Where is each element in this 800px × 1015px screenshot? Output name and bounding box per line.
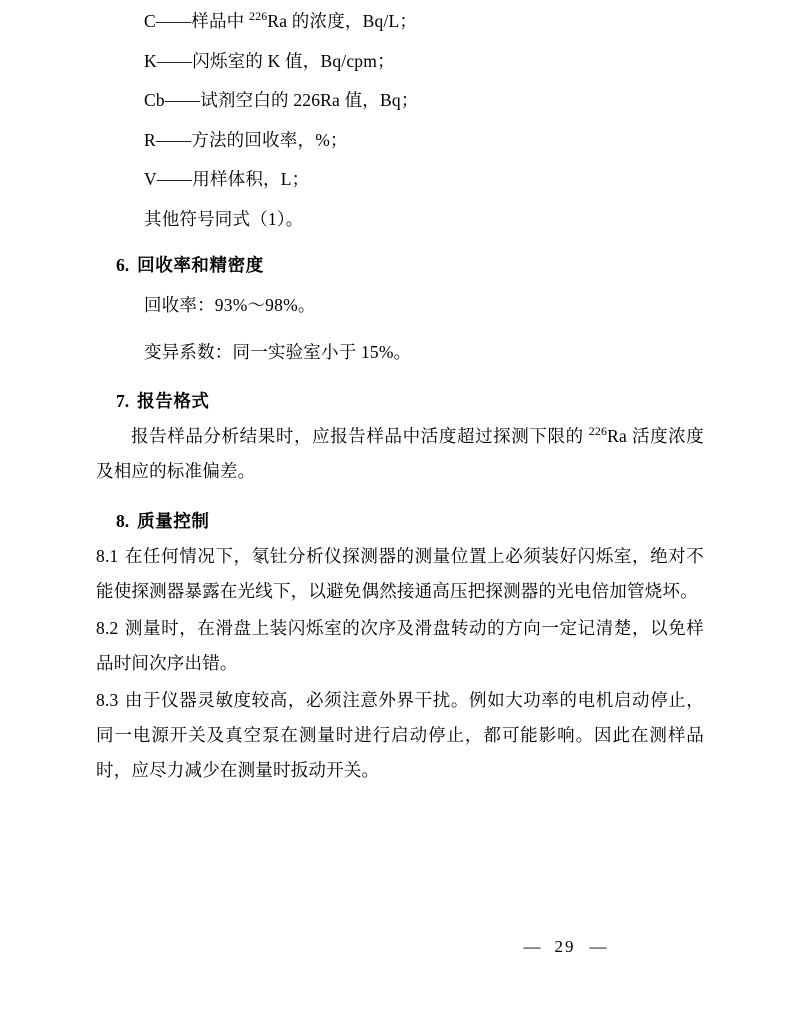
definition-line-other: 其他符号同式（1）。	[144, 208, 304, 229]
footer-dash-left: —	[523, 937, 541, 956]
section-number-6: 6.	[116, 255, 130, 275]
section-heading-7	[96, 375, 704, 417]
page-number: 29	[554, 937, 576, 956]
section-title-7: 报告格式	[137, 391, 210, 411]
item-label-8-2: 8.2	[96, 618, 119, 638]
item-text-8-2: 测量时，在滑盘上装闪烁室的次序及滑盘转动的方向一定记清楚，以免样品时间次序出错。	[96, 618, 704, 673]
section-title-8: 质量控制	[137, 511, 210, 531]
quality-control-item-8-1	[96, 539, 704, 609]
variation-coefficient-line: 变异系数：同一实验室小于 15%。	[144, 342, 412, 362]
item-label-8-1: 8.1	[96, 546, 119, 566]
section-heading-8	[96, 495, 704, 537]
report-format-paragraph: 报告样品分析结果时，应报告样品中活度超过探测下限的 $^{226}$Ra 活度浓度及相应的标准偏差。	[96, 424, 704, 481]
quality-control-item-8-2	[96, 611, 704, 681]
document-page	[0, 2, 800, 1015]
definition-line-k: K——闪烁室的 K 值，Bq/cpm；	[144, 50, 395, 71]
section-title-6: 回收率和精密度	[137, 255, 264, 275]
recovery-rate-line: 回收率：93%～98%。	[144, 295, 316, 315]
symbol-definition-list	[96, 2, 704, 239]
definition-line-cb: Cb——试剂空白的 226Ra 值，Bq；	[144, 90, 419, 110]
definition-line-c: C——样品中 $^{226}$Ra 的浓度，Bq/L；	[144, 9, 418, 31]
quality-control-item-8-3	[96, 683, 704, 788]
footer-dash-right: —	[589, 937, 607, 956]
item-label-8-3: 8.3	[96, 690, 119, 710]
definition-line-v: V——用样体积，L；	[144, 169, 310, 189]
item-text-8-1: 在任何情况下，氡钍分析仪探测器的测量位置上必须装好闪烁室，绝对不能使探测器暴露在光线下，以避免偶然接通高压把探测器的光电倍加管烧坏。	[96, 546, 704, 601]
page-footer	[0, 937, 800, 957]
section-number-7: 7.	[116, 391, 130, 411]
definition-line-r: R——方法的回收率，%；	[144, 129, 348, 150]
section-number-8: 8.	[116, 511, 130, 531]
section-heading-6	[96, 239, 704, 281]
item-text-8-3: 由于仪器灵敏度较高，必须注意外界干扰。例如大功率的电机启动停止，同一电源开关及真空泵在测量时进行启动停止，都可能影响。因此在测样品时，应尽力减少在测量时扳动开关。	[96, 690, 704, 780]
